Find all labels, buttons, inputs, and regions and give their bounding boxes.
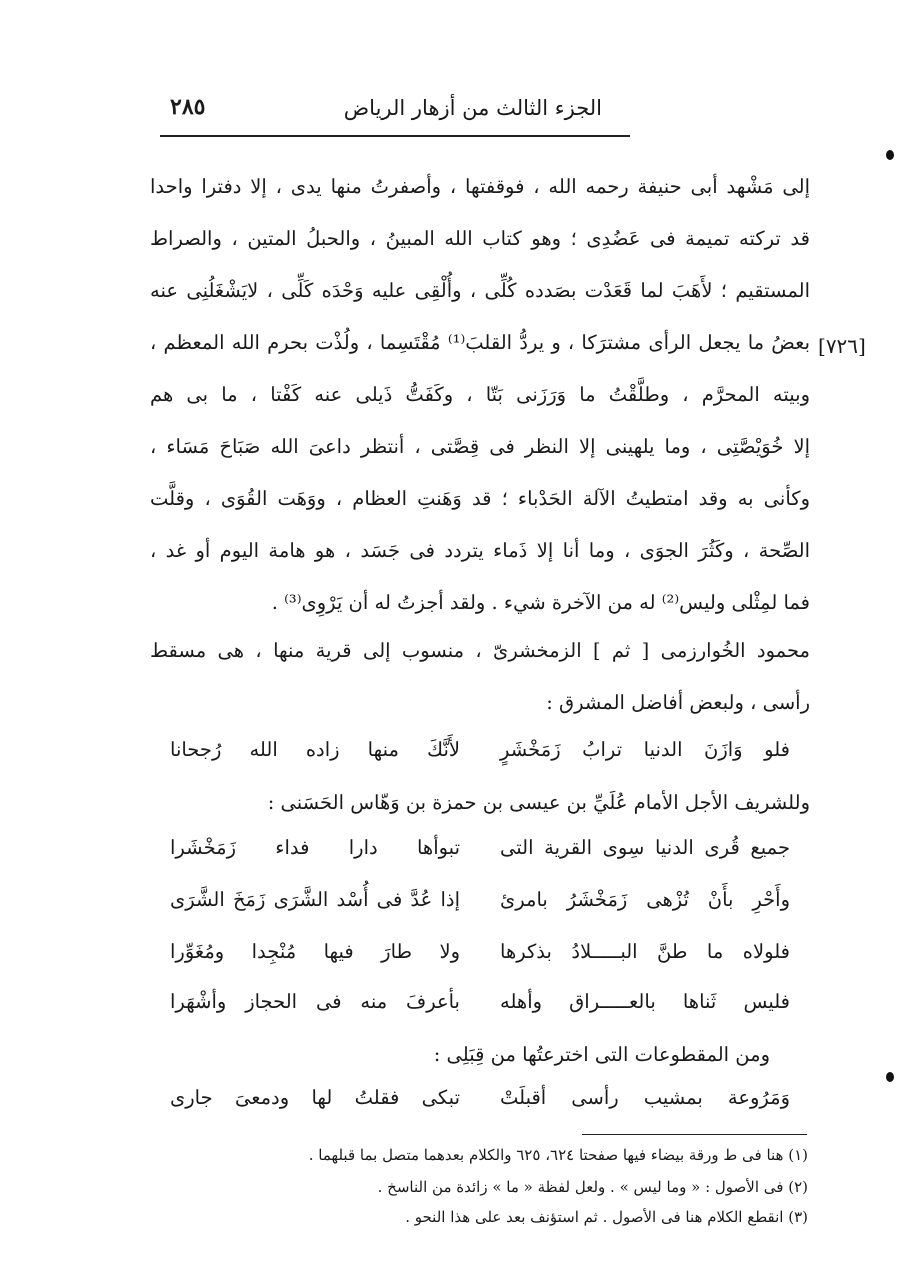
verse-first-hemistich: فلو وَازَنَ الدنيا ترابُ زَمَخْشَرٍ [500,738,790,761]
text-line: رأسى ، ولبعض أفاضل المشرق : [546,691,810,714]
footnote: (٢) فى الأصول : « وما ليس » . ولعل لفظة « ما » زائدة من الناسخ . [377,1178,808,1196]
text-line: محمود الخُوارزمى [ ثم ] الزمخشرىّ ، منسوب إلى قرية منها ، هى مسقط [150,639,810,662]
footnote: (٣) انقطع الكلام هنا فى الأصول . ثم استؤنف بعد على هذا النحو . [405,1208,808,1226]
text-line: ومن المقطوعات التى اخترعتُها من قِبَلِى : [433,1043,770,1066]
poem-verse [170,990,790,1020]
text-line: فما لمِثْلى وليس⁽²⁾ له من الآخرة شيء . ولقد أجزتُ له أن يَرْوِى⁽³⁾ . [271,591,810,614]
text-line: المستقيم ؛ لأَهَبَ لما قَعَدْت بصَدده كُلِّى ، وأُلْقِى عليه وَحْدَه كَلِّى ، لايَشْغَلُنِى عنه [150,279,810,302]
footnote: (١) هنا فى ط ورقة بيضاء فيها صفحتا ٦٢٤، ٦٢٥ والكلام بعدهما متصل بما قبلهما . [308,1146,808,1164]
footnote-rule [582,1134,807,1135]
verse-first-hemistich: وَمَرُوعة بمشيب رأسى أقبلَتْ [500,1086,790,1109]
header-rule [160,135,630,137]
margin-dot [886,150,894,160]
page-number: ٢٨٥ [170,94,206,120]
verse-second-hemistich: ولا طارَ فيها مُنْجِدا ومُغَوِّرا [170,940,460,963]
verse-second-hemistich: تبوأها دارا فداء زَمَخْشَرا [170,836,460,859]
verse-first-hemistich: وأَحْرِ بأَنْ تُزْهى زَمَخْشَرُ بامرئ [500,888,790,911]
text-line: الصِّحة ، وكَثُرَ الجوَى ، وما أنا إلا ذَماء يتردد فى جَسَد ، هو هامة اليوم أو غد ، [150,539,810,562]
poem-verse [170,888,790,918]
poem-verse [170,836,790,866]
verse-first-hemistich: جميع قُرى الدنيا سِوى القرية التى [500,836,790,859]
text-line: قد تركته تميمة فى عَضُدِى ؛ وهو كتاب الله المبينُ ، والحبلُ المتين ، والصراط [150,227,810,250]
margin-reference: [٧٢٦] [818,334,866,358]
text-line: وبيته المحرَّم ، وطلَّقْتُ ما وَرَزَنى بَتّا ، وكَفَتُّ ذَيلى عنه كَفْتا ، ما بى هم [150,383,810,406]
verse-second-hemistich: بأعرفَ منه فى الحجاز وأشْهَرا [170,990,460,1013]
verse-second-hemistich: إذا عُدَّ فى أُسْد الشَّرَى زَمَخَ الشَّرَى [170,888,460,911]
poem-verse [170,1086,790,1116]
poem-verse [170,738,790,768]
text-line: إلى مَشْهد أبى حنيفة رحمه الله ، فوقفتها ، وأصفرتُ منها يدى ، إلا دفترا واحدا [150,175,810,198]
text-line: بعضُ ما يجعل الرأى مشترَكا ، و يردُّ القلبَ⁽¹⁾ مُقْتَسِما ، ولُذْت بحرم الله المعظم ، [150,331,811,354]
verse-second-hemistich: لأَنَّكَ منها زاده الله رُجحانا [170,738,460,761]
running-header [160,92,630,132]
verse-first-hemistich: فلولاه ما طنَّ البـــــلادُ بذكرها [500,940,790,963]
poem-verse [170,940,790,970]
verse-first-hemistich: فليس ثَناها بالعـــــراق وأهله [500,990,790,1013]
verse-second-hemistich: تبكى فقلتُ لها ودمعىَ جارى [170,1086,460,1109]
text-line: وكأنى به وقد امتطيتُ الآلة الحَدْباء ؛ قد وَهَنتِ العظام ، ووَهَت القُوَى ، وقلَّت [150,487,810,510]
running-title: الجزء الثالث من أزهار الرياض [343,96,602,120]
text-line: إلا خُوَيْصَّتِى ، وما يلهينى إلا النظر فى قِصَّتى ، أنتظر داعىَ الله صَبَاحَ مَسَاء ، [150,435,810,458]
margin-dot [886,1072,894,1082]
text-line: وللشريف الأجل الأمام عُلَيِّ بن عيسى بن حمزة بن وَهّاس الحَسَنى : [267,791,810,814]
